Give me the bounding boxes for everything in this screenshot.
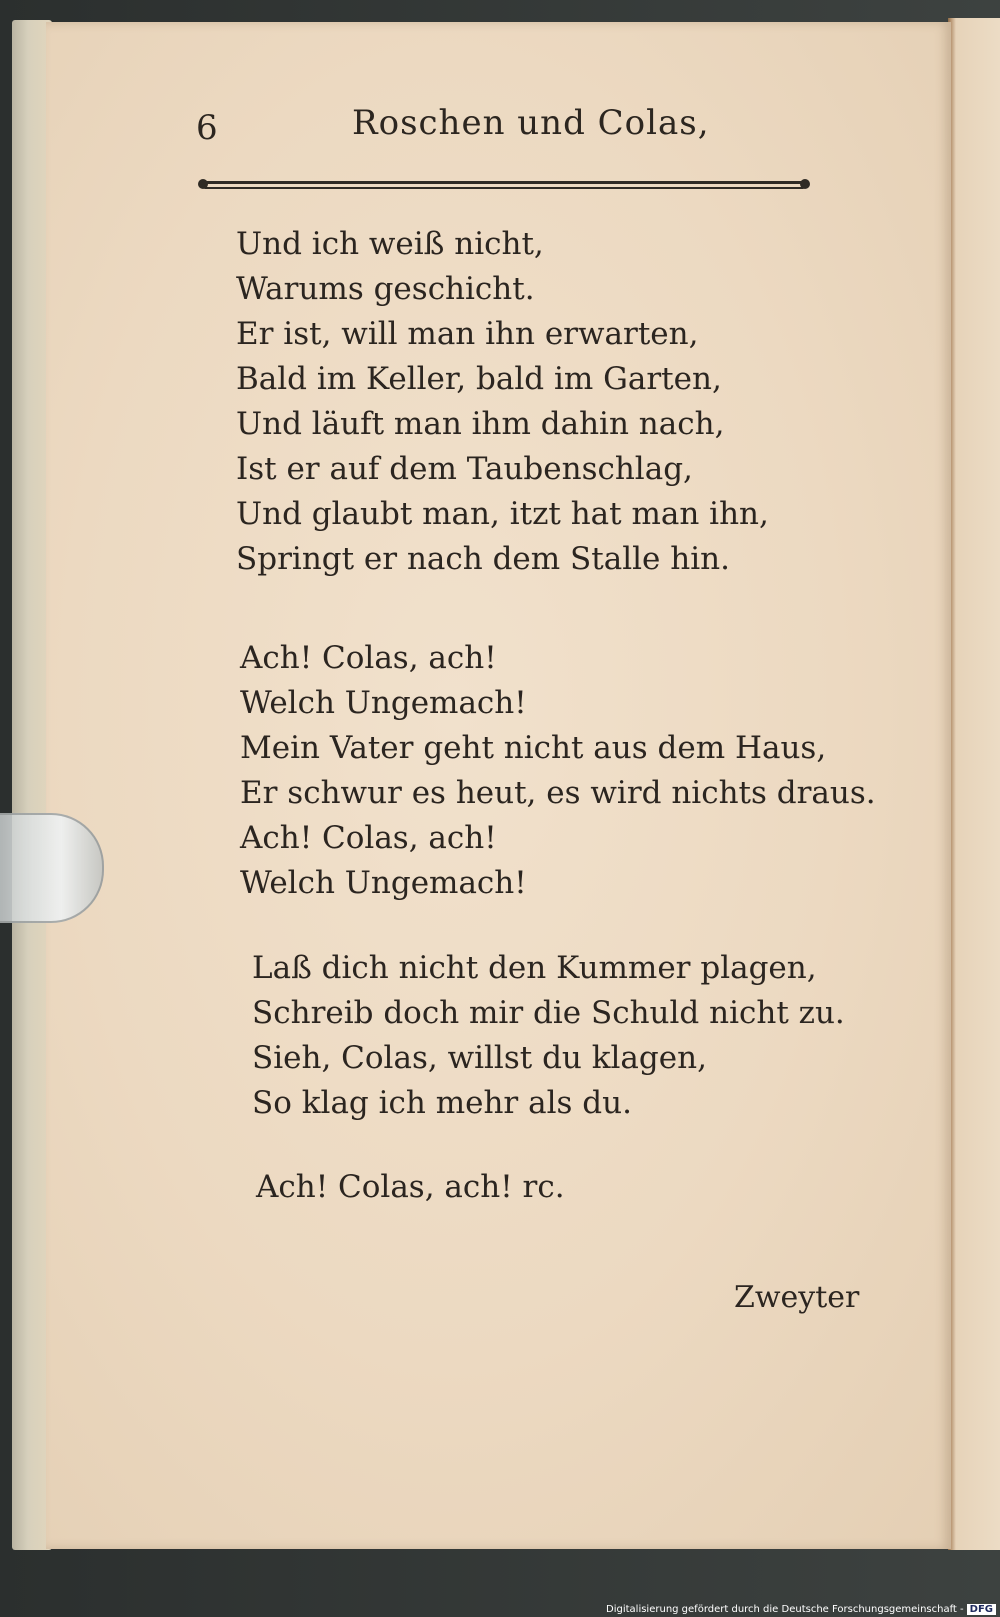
digitization-credit	[606, 1604, 996, 1615]
verse-line: Und glaubt man, itzt hat man ihn,	[236, 496, 769, 532]
page-clip	[0, 813, 104, 923]
page-number: 6	[196, 108, 218, 148]
verse-line: Ach! Colas, ach!	[240, 640, 497, 676]
verse-line: Ist er auf dem Taubenschlag,	[236, 451, 693, 487]
verse-line: Ach! Colas, ach! rc.	[256, 1169, 565, 1205]
verse-line: Warums geschicht.	[236, 271, 535, 307]
header-rule	[204, 180, 804, 190]
verse-line: Springt er nach dem Stalle hin.	[236, 541, 730, 577]
verse-line: Sieh, Colas, willst du klagen,	[252, 1040, 707, 1076]
verse-line: Laß dich nicht den Kummer plagen,	[252, 950, 817, 986]
catchword: Zweyter	[734, 1280, 860, 1315]
verse-line: Und ich weiß nicht,	[236, 226, 544, 262]
verse-line: Schreib doch mir die Schuld nicht zu.	[252, 995, 845, 1031]
stanza-1	[236, 222, 769, 582]
verse-line: Und läuft man ihm dahin nach,	[236, 406, 725, 442]
verse-line: Welch Ungemach!	[240, 685, 527, 721]
credit-text: Digitalisierung gefördert durch die Deutsche Forschungsgemeinschaft -	[606, 1604, 964, 1615]
verse-line: Er ist, will man ihn erwarten,	[236, 316, 699, 352]
stanza-3	[252, 946, 845, 1126]
running-head: Roschen und Colas,	[352, 103, 710, 143]
verse-line: Bald im Keller, bald im Garten,	[236, 361, 722, 397]
stanza-2	[240, 636, 876, 906]
verse-line: Ach! Colas, ach!	[240, 820, 497, 856]
stanza-4	[256, 1165, 565, 1210]
facing-page-edge	[948, 18, 1000, 1550]
verse-line: So klag ich mehr als du.	[252, 1085, 632, 1121]
verse-line: Welch Ungemach!	[240, 865, 527, 901]
verse-line: Er schwur es heut, es wird nichts draus.	[240, 775, 876, 811]
verse-line: Mein Vater geht nicht aus dem Haus,	[240, 730, 827, 766]
dfg-logo: DFG	[967, 1604, 996, 1615]
